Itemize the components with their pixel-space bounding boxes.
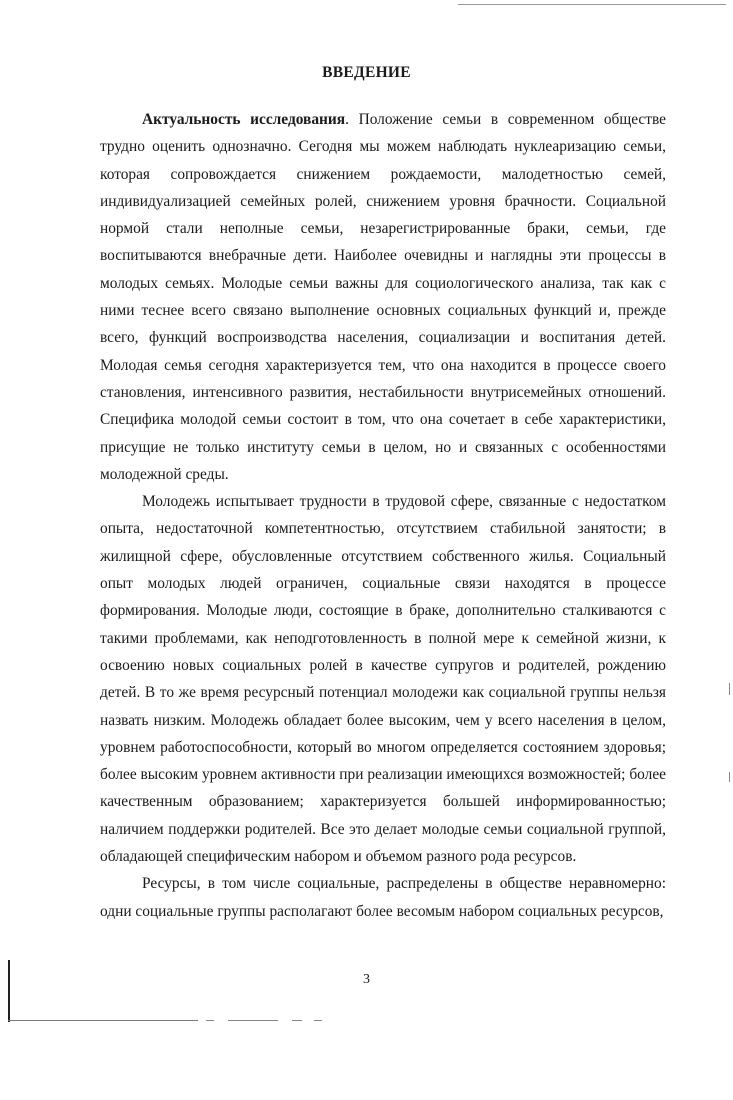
scan-artifact-bottom-dash (228, 1020, 278, 1021)
page-number: 3 (363, 972, 370, 987)
body-text (100, 106, 666, 925)
page-title: ВВЕДЕНИЕ (322, 64, 411, 81)
paragraph-1-lead: Актуальность исследования (142, 111, 346, 128)
paragraph-1 (100, 106, 666, 488)
scan-artifact-bottom-line (8, 1020, 198, 1021)
scan-artifact-left-edge (8, 960, 10, 1022)
scan-artifact-bottom-dash (206, 1020, 214, 1021)
scan-artifact-top-line (458, 4, 726, 5)
scan-artifact-right-mark (729, 772, 730, 782)
scan-artifact-bottom-dash (292, 1020, 302, 1021)
paragraph-3: Ресурсы, в том числе социальные, распределены в обществе неравномерно: одни социальные группы располагают более весомым набором социальных ресурсов, (100, 875, 666, 920)
scan-artifact-bottom-dash (314, 1020, 322, 1021)
paragraph-2: Молодежь испытывает трудности в трудовой сфере, связанные с недостатком опыта, недостаточной компетентностью, отсутствием стабильной занятости; в жилищной сфере, обусловленные отсутствием собственного жилья. Социальный опыт молодых людей ограничен, социальные связи находятся в процессе формирования. Молодые люди, состоящие в браке, дополнительно сталкиваются с такими проблемами, как неподготовленность в полной мере к семейной жизни, к освоению новых социальных ролей в качестве супругов и родителей, рождению детей. В то же время ресурсный потенциал молодежи как социальной группы нельзя назвать низким. Молодежь обладает более высоким, чем у всего населения в целом, уровнем работоспособности, который во многом определяется состоянием здоровья; более высоким уровнем активности при реализации имеющихся возможностей; более качественным образованием; характеризуется большей информированностью; наличием поддержки родителей. Все это делает молодые семьи социальной группой, обладающей специфическим набором и объемом разного рода ресурсов. (100, 493, 666, 866)
scan-artifact-right-mark (729, 683, 730, 695)
paragraph-1-text: . Положение семьи в современном обществе трудно оценить однозначно. Сегодня мы можем наблюдать нуклеаризацию семьи, которая сопровождается снижением рождаемости, малодетностью семей, индивидуализацией семейных ролей, снижением уровня брачности. Социальной нормой стали неполные семьи, незарегистрированные браки, семьи, где воспитываются внебрачные дети. Наиболее очевидны и наглядны эти процессы в молодых семьях. Молодые семьи важны для социологического анализа, так как с ними теснее всего связано выполнение основных социальных функций и, прежде всего, функций воспроизводства населения, социализации и воспитания детей. Молодая семья сегодня характеризуется тем, что она находится в процессе своего становления, интенсивного развития, нестабильности внутрисемейных отношений. Специфика молодой семьи состоит в том, что она сочетает в себе характеристики, присущие не только институту семьи в целом, но и связанных с особенностями молодежной среды. (100, 111, 666, 483)
